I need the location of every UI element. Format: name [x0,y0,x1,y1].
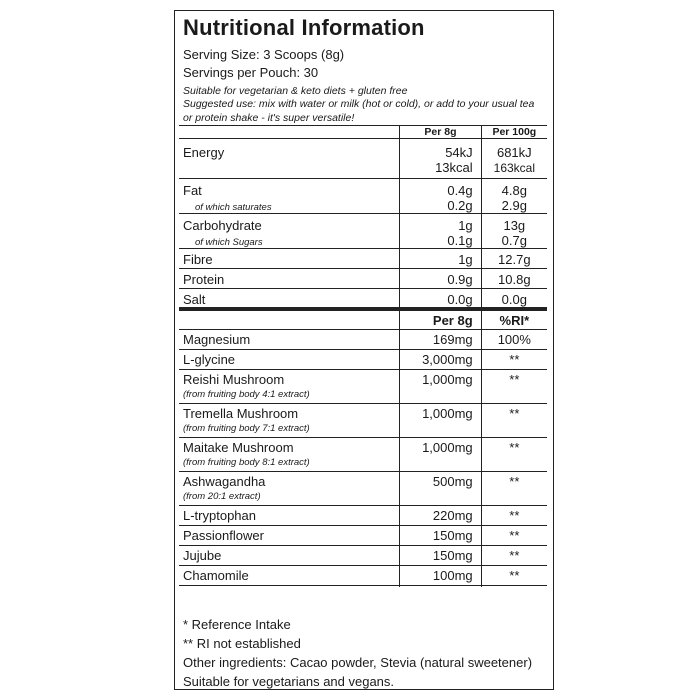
table-row [179,471,547,505]
row-per100g: 10.8g [481,269,547,289]
ingredient-ri: ** [481,505,547,525]
table-row [179,437,547,471]
ingredient-amount: 1,000mg [400,437,481,471]
ingredient-name: Reishi Mushroom [183,371,285,387]
ingredient-ri: ** [481,471,547,505]
ingredient-note: (from 20:1 extract) [183,490,261,502]
table-row [179,214,547,249]
ingredient-ri: ** [481,369,547,403]
table-row [179,369,547,403]
table-row [179,505,547,525]
ri-not-established-note: ** RI not established [183,636,301,651]
ingredient-name: L-tryptophan [179,505,400,525]
ingredient-name: Chamomile [179,565,400,585]
table-row [179,545,547,565]
row-name: Carbohydrate [183,218,262,233]
row-per8g: 1g [400,249,481,269]
ingredient-amount: 3,000mg [400,349,481,369]
nutrition-table [179,125,547,586]
row-per100g: 681kJ [496,145,532,160]
col-header-per100g: Per 100g [481,126,547,139]
ingredient-name: Maitake Mushroom [183,439,294,455]
ingredient-amount: 1,000mg [400,403,481,437]
row-sub-per100g: 0.7g [501,233,527,248]
nutrition-label [174,10,554,690]
ingredient-ri: 100% [481,329,547,349]
ingredient-header-row [179,309,547,329]
col-header-per8g: Per 8g [400,309,481,329]
other-ingredients: Other ingredients: Cacao powder, Stevia (natural sweetener) Suitable for vegetarians and vegans. [183,655,533,689]
row-per100g: 4.8g [501,183,527,198]
table-row [179,139,547,179]
row-per100g: 12.7g [481,249,547,269]
ingredient-note: (from fruiting body 7:1 extract) [183,422,310,434]
row-per8g: 0.9g [400,269,481,289]
table-row [179,329,547,349]
ingredient-note: (from fruiting body 8:1 extract) [183,456,310,468]
ingredient-ri: ** [481,349,547,369]
ingredient-ri: ** [481,525,547,545]
row-per100g: 13g [503,218,526,233]
row-name: Fibre [179,249,400,269]
table-row [179,403,547,437]
table-row [179,179,547,214]
ingredient-amount: 220mg [400,505,481,525]
col-header-per8g: Per 8g [400,126,481,139]
ingredient-ri: ** [481,565,547,585]
col-header-ri: %RI* [481,309,547,329]
ingredient-ri: ** [481,437,547,471]
table-row [179,565,547,585]
ingredient-name: Jujube [179,545,400,565]
footer-notes [183,615,543,691]
row-per100g: 0.0g [481,289,547,310]
ingredient-amount: 169mg [400,329,481,349]
row-per8g: 0.0g [400,289,481,310]
row-per8g: 54kJ [445,145,473,160]
table-row [179,349,547,369]
ingredient-name: Ashwagandha [183,473,266,489]
ingredient-name: Tremella Mushroom [183,405,299,421]
table-row [179,289,547,310]
row-per8g: 0.4g [447,183,473,198]
table-row [179,249,547,269]
servings-per-pouch: Servings per Pouch: 30 [183,65,319,80]
row-sub-name: of which saturates [195,202,272,213]
row-name: Fat [183,183,202,198]
ingredient-ri: ** [481,545,547,565]
serving-size: Serving Size: 3 Scoops (8g) [183,47,345,62]
ingredient-ri: ** [481,403,547,437]
ingredient-name: Passionflower [179,525,400,545]
ingredient-amount: 150mg [400,545,481,565]
row-sub-per100g: 2.9g [501,198,527,213]
ingredient-amount: 100mg [400,565,481,585]
suitable-note: Suitable for vegetarian & keto diets + gluten free [183,85,408,97]
row-name: Salt [179,289,400,310]
row-per8g: 1g [458,218,473,233]
row-per100g-kcal: 163kcal [493,161,536,175]
label-title: Nutritional Information [183,15,425,40]
ingredient-name: Magnesium [179,329,400,349]
row-name: Energy [179,139,400,179]
row-sub-name: of which Sugars [195,237,263,248]
ingredient-amount: 1,000mg [400,369,481,403]
row-name: Protein [179,269,400,289]
row-sub-per8g: 0.2g [447,198,473,213]
suggested-use: Suggested use: mix with water or milk (hot or cold), or add to your usual tea or protein shake - it's super versatile! [183,98,535,124]
table-row [179,525,547,545]
ingredient-name: L-glycine [179,349,400,369]
table-row [179,269,547,289]
ingredient-amount: 500mg [400,471,481,505]
reference-intake-note: * Reference Intake [183,617,291,632]
row-per8g-kcal: 13kcal [435,160,473,175]
row-sub-per8g: 0.1g [447,233,473,248]
ingredient-note: (from fruiting body 4:1 extract) [183,388,310,400]
ingredient-amount: 150mg [400,525,481,545]
